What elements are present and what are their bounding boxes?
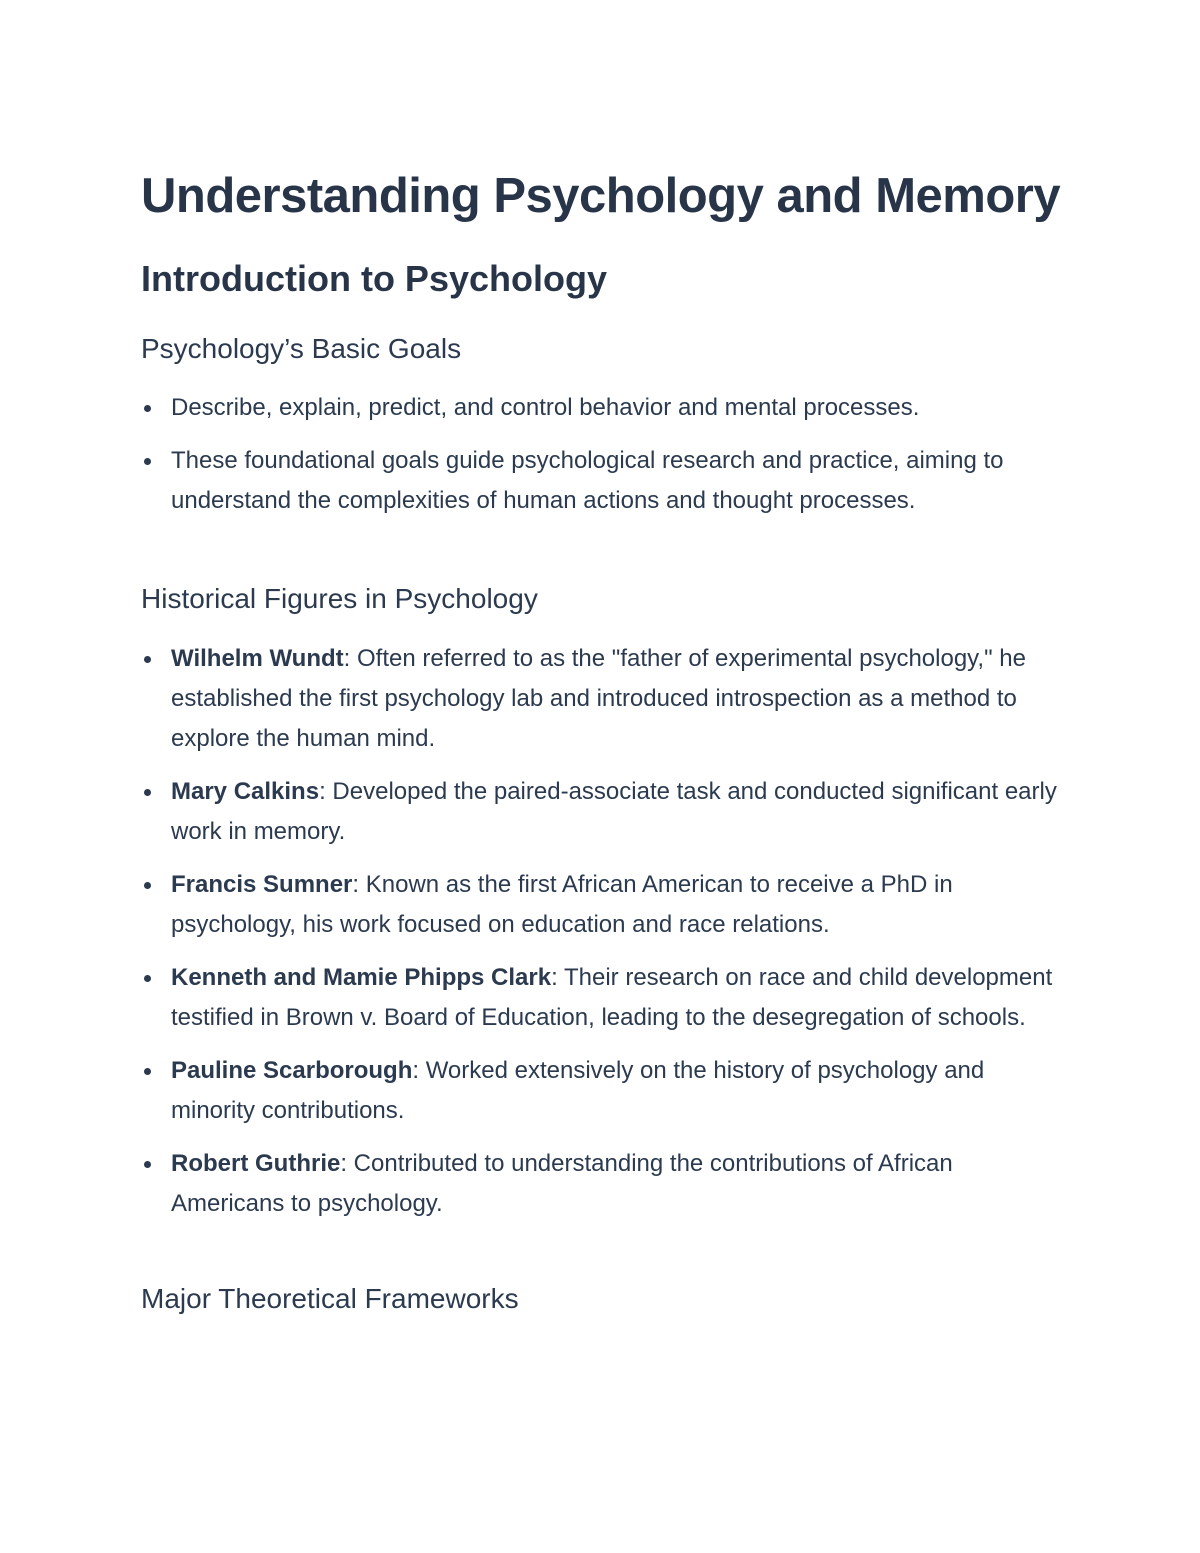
list-item (141, 865, 1071, 945)
figure-description: : Contributed to understanding the contributions of African Americans to psychology. (171, 1150, 953, 1217)
figure-name: Robert Guthrie (171, 1150, 341, 1177)
list-item (141, 388, 1071, 428)
list-item (141, 1051, 1071, 1131)
figure-description: : Worked extensively on the history of psychology and minority contributions. (171, 1057, 985, 1124)
list-item (141, 772, 1071, 852)
list-item (141, 958, 1071, 1038)
list-item-text: Describe, explain, predict, and control behavior and mental processes. (171, 394, 920, 421)
figure-name: Mary Calkins (171, 778, 320, 805)
figure-description: : Their research on race and child development testified in Brown v. Board of Education, leading to the desegregation of schools. (171, 964, 1053, 1031)
goals-list (141, 388, 1071, 534)
figure-name: Pauline Scarborough (171, 1057, 413, 1084)
figure-name: Kenneth and Mamie Phipps Clark (171, 964, 552, 991)
figure-description: : Often referred to as the "father of experimental psychology," he established the first psychology lab and introduced introspection as a method to explore the human mind. (171, 645, 1026, 752)
list-item (141, 639, 1071, 759)
list-item (141, 1144, 1071, 1224)
figure-description: : Known as the first African American to receive a PhD in psychology, his work focused on education and race relations. (171, 871, 953, 938)
figures-list (141, 639, 1071, 1237)
figure-name: Francis Sumner (171, 871, 353, 898)
list-item-text: These foundational goals guide psychological research and practice, aiming to understand the complexities of human actions and thought processes. (171, 447, 1004, 514)
document-title: Understanding Psychology and Memory (141, 169, 1061, 223)
subheading-theoretical-frameworks: Major Theoretical Frameworks (141, 1283, 519, 1314)
subheading-historical-figures: Historical Figures in Psychology (141, 583, 538, 614)
figure-description: : Developed the paired-associate task and conducted significant early work in memory. (171, 778, 1057, 845)
section-heading-intro: Introduction to Psychology (141, 258, 607, 299)
subheading-basic-goals: Psychology’s Basic Goals (141, 333, 462, 364)
figure-name: Wilhelm Wundt (171, 645, 344, 672)
list-item (141, 441, 1071, 521)
